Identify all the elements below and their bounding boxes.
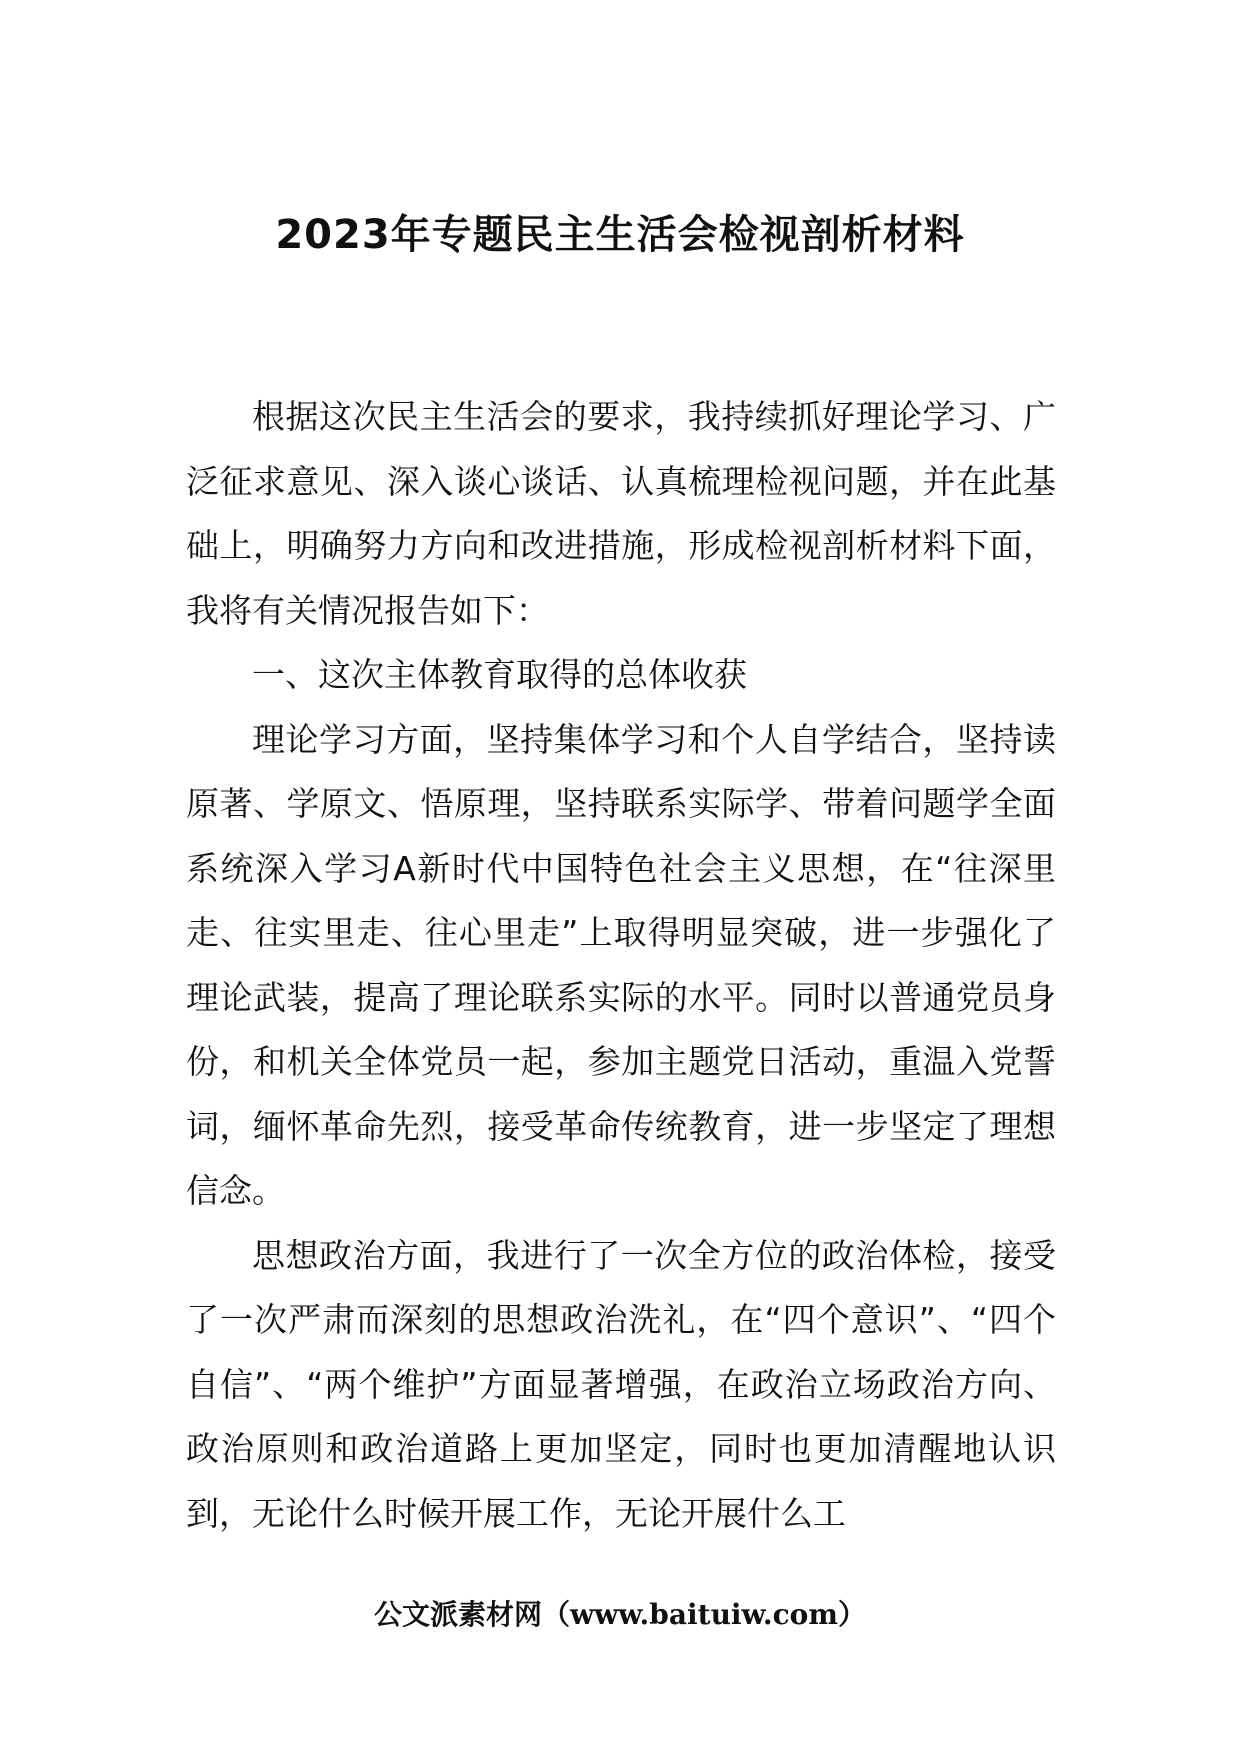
paragraph-political-thought: 思想政治方面，我进行了一次全方位的政治体检，接受了一次严肃而深刻的思想政治洗礼，在“四个意识”、“四个自信”、“两个维护”方面显著增强，在政治立场政治方向、政治原则和政治道路上更加坚定，同时也更加清醒地认识到，无论什么时候开展工作，无论开展什么工 [186, 1235, 1056, 1533]
document-body [186, 385, 1056, 1546]
section-heading: 一、这次主体教育取得的总体收获 [252, 655, 747, 694]
page-footer-watermark: 公文派素材网（www.baituiw.com） [374, 1598, 866, 1631]
paragraph-intro: 根据这次民主生活会的要求，我持续抓好理论学习、广泛征求意见、深入谈心谈话、认真梳理检视问题，并在此基础上，明确努力方向和改进措施，形成检视剖析材料下面，我将有关情况报告如下： [186, 397, 1056, 630]
document-title: 2023年专题民主生活会检视剖析材料 [275, 212, 965, 258]
paragraph-theory-study: 理论学习方面，坚持集体学习和个人自学结合，坚持读原著、学原文、悟原理，坚持联系实际学、带着问题学全面系统深入学习A新时代中国特色社会主义思想，在“往深里走、往实里走、往心里走”上取得明显突破，进一步强化了理论武装，提高了理论联系实际的水平。同时以普通党员身份，和机关全体党员一起，参加主题党日活动，重温入党誓词，缅怀革命先烈，接受革命传统教育，进一步坚定了理想信念。 [186, 719, 1056, 1210]
